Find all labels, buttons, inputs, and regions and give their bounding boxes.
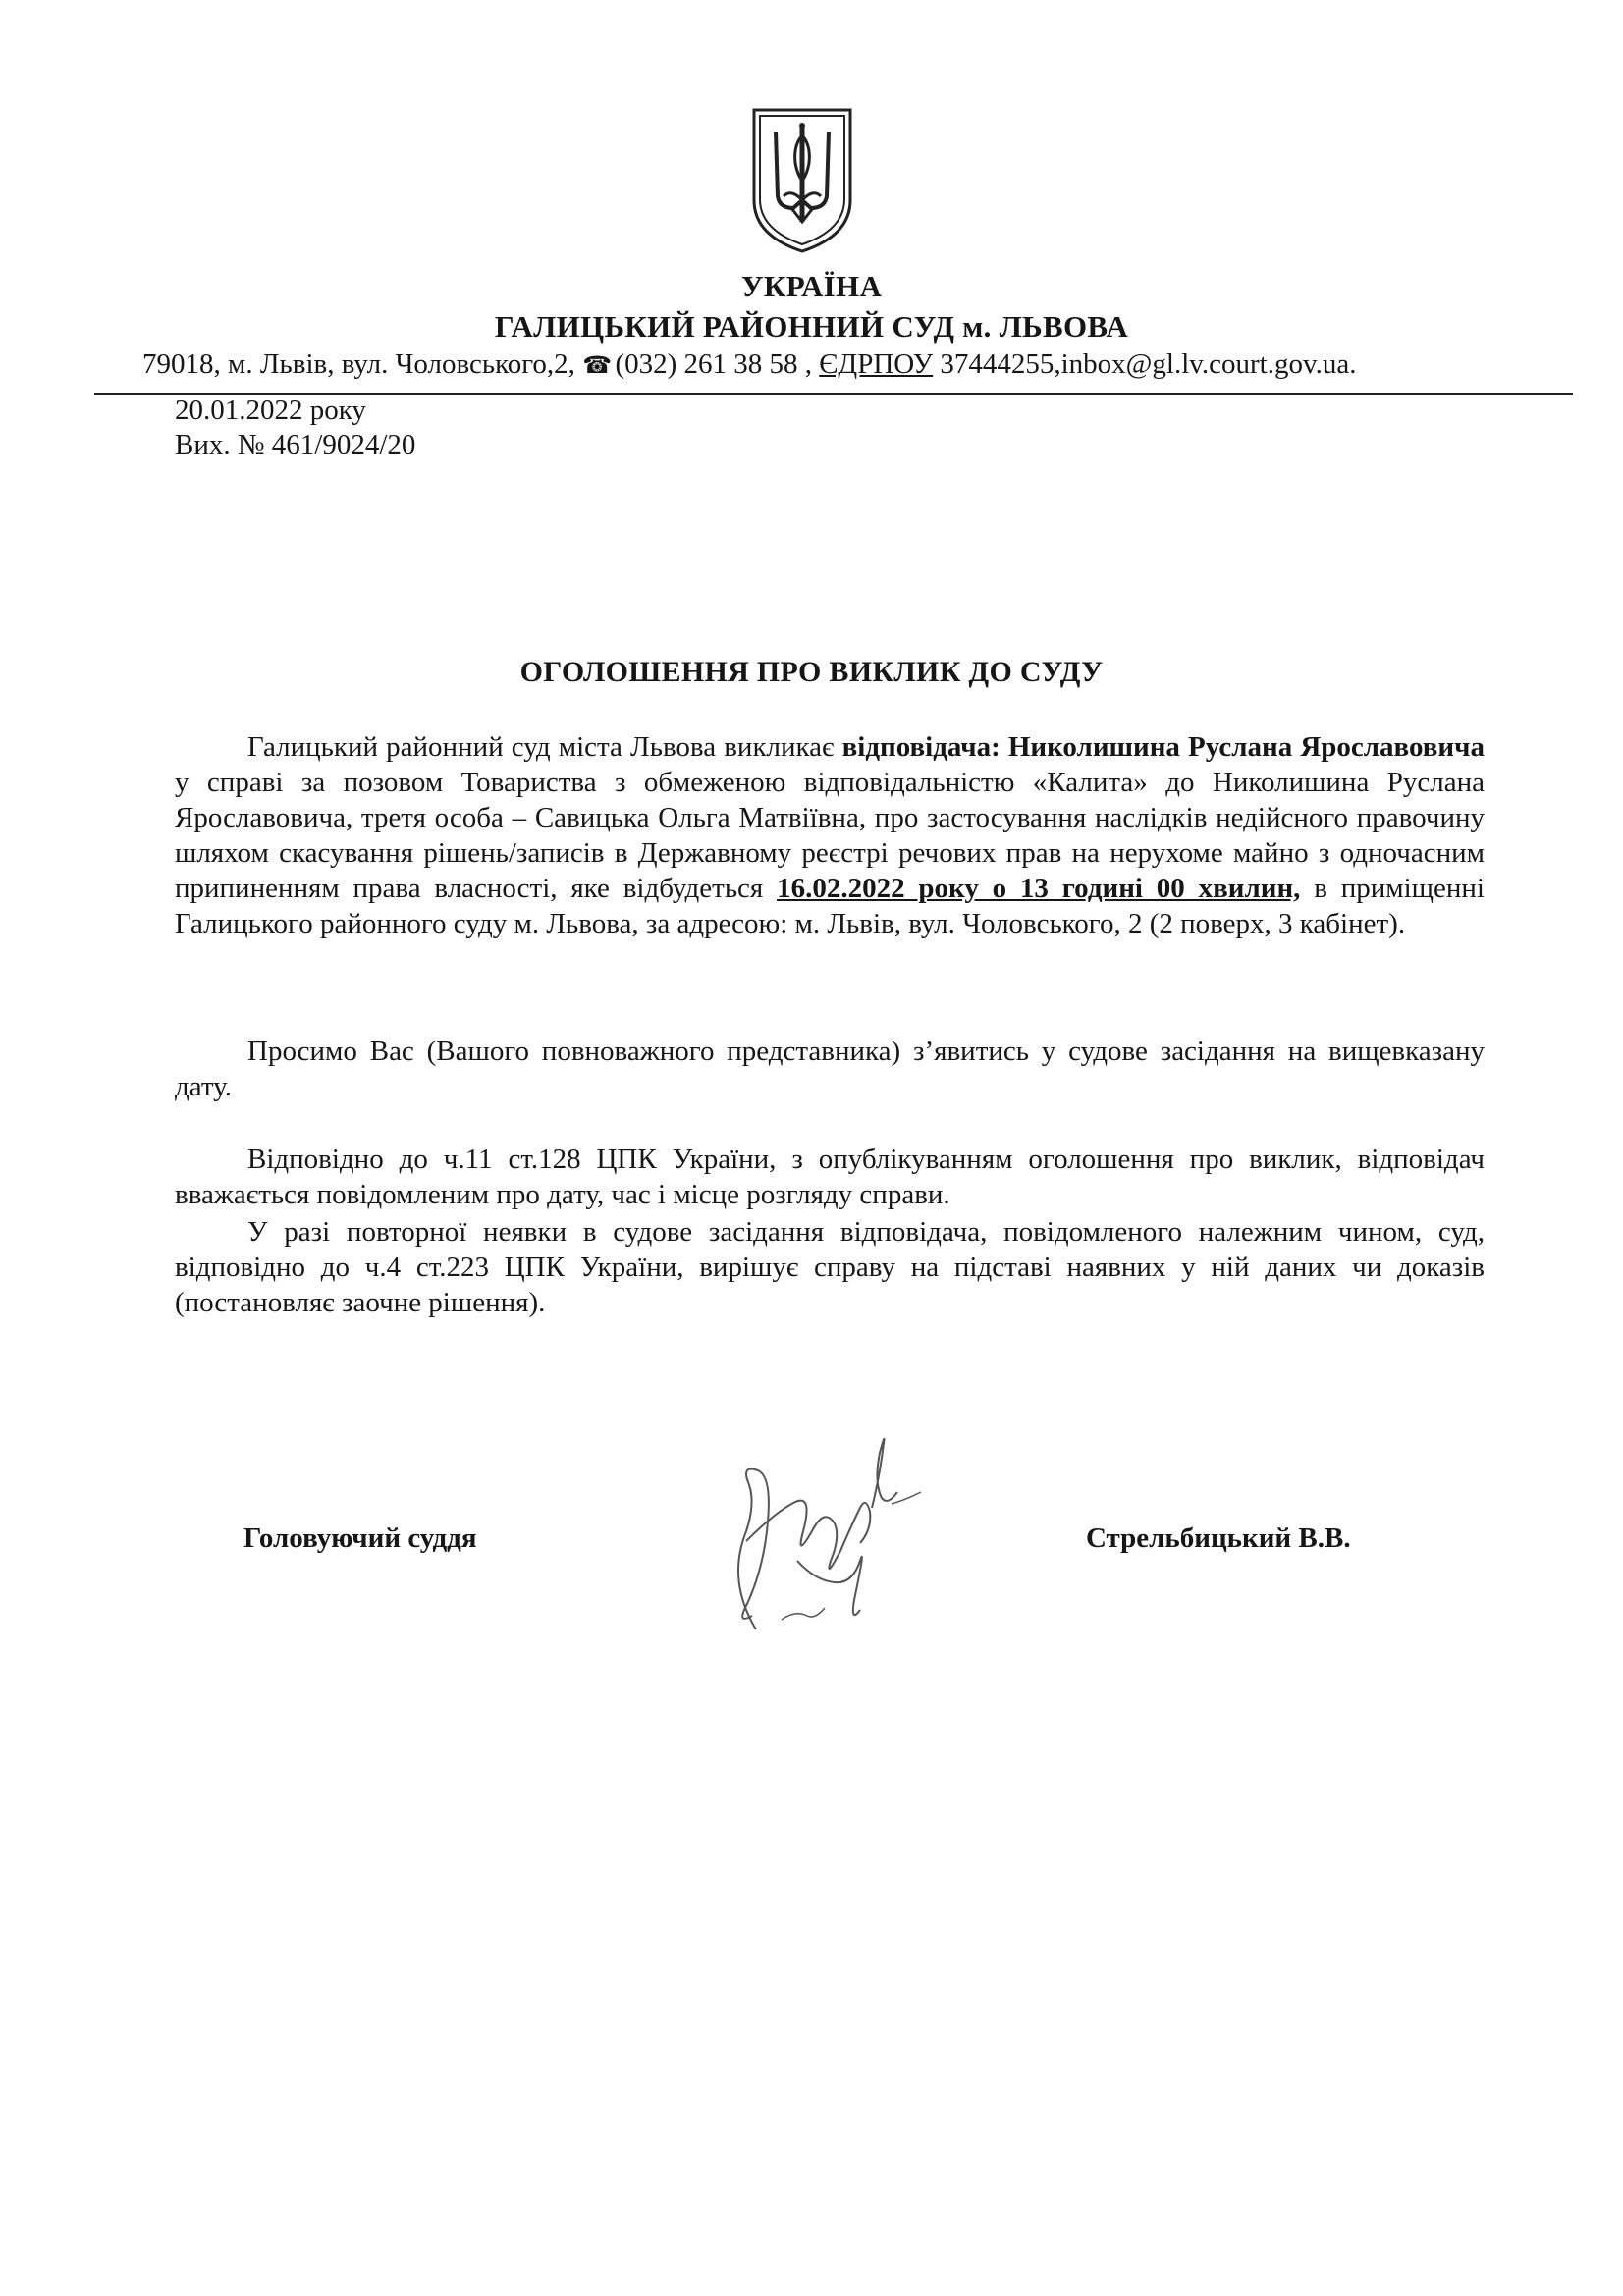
legal-basis-text: Відповідно до ч.11 ст.128 ЦПК України, з опублікуванням оголошення про виклик, відповідач вважається повідомленим про дату, час і місце розгляду справи. (175, 1144, 1485, 1210)
absence-warning-text: У разі повторної неявки в судове засідання відповідача, повідомленого належним чином, суд, відповідно до ч.4 ст.223 ЦПК України, вирішує справу на підставі наявних у ній даних чи доказів (постановляє заочне рішення). (175, 1216, 1485, 1318)
address-street: 79018, м. Львів, вул. Чоловського,2, (142, 348, 583, 380)
defendant-name: відповідача: Николишина Руслана Ярославовича (841, 731, 1485, 763)
edrpou-label: ЄДРПОУ (819, 348, 934, 380)
paragraph-absence-warning (175, 1214, 1485, 1320)
telephone-icon: ☎ (582, 353, 613, 379)
court-address (142, 348, 1556, 381)
paragraph-legal-basis (175, 1142, 1485, 1212)
summons-intro: Галицький районний суд міста Львова викликає (247, 731, 842, 763)
document-date: 20.01.2022 року (175, 395, 366, 426)
presiding-judge-label: Головуючий суддя (243, 1522, 477, 1554)
court-name-heading: ГАЛИЦЬКИЙ РАЙОННИЙ СУД м. ЛЬВОВА (494, 309, 1129, 344)
coat-of-arms-emblem (748, 106, 856, 255)
paragraph-request (175, 1034, 1485, 1104)
country-heading: УКРАЇНА (740, 269, 883, 303)
notice-title: ОГОЛОШЕННЯ ПРО ВИКЛИК ДО СУДУ (519, 656, 1104, 688)
paragraph-summons (175, 729, 1485, 941)
request-text: Просимо Вас (Вашого повноважного представника) з’явитись у судове засідання на вищевказану дату. (175, 1036, 1485, 1102)
outgoing-reference: Вих. № 461/9024/20 (175, 429, 416, 460)
hearing-datetime: 16.02.2022 року о 13 годині 00 хвилин, (777, 873, 1301, 904)
hearing-location: в приміщенні Галицького районного суду м. Львова, за адресою: м. Львів, вул. Чоловського, 2 (2 поверх, 3 кабінет). (175, 873, 1485, 939)
judge-name: Стрельбицький В.В. (1086, 1522, 1351, 1554)
edrpou-and-email: 37444255,inbox@gl.lv.court.gov.ua. (933, 348, 1357, 380)
phone-number: (032) 261 38 58 , (608, 348, 820, 380)
handwritten-signature (687, 1414, 923, 1649)
case-description: у справі за позовом Товариства з обмеженою відповідальністю «Калита» до Николишина Руслана Ярославовича, третя особа – Савицька Ольга Матвіївна, про застосування наслідків недійсного правочину шляхом скасування рішень/записів в Державному реєстрі речових прав на нерухоме майно з одночасним припиненням права власності, яке відбудеться (175, 767, 1485, 904)
